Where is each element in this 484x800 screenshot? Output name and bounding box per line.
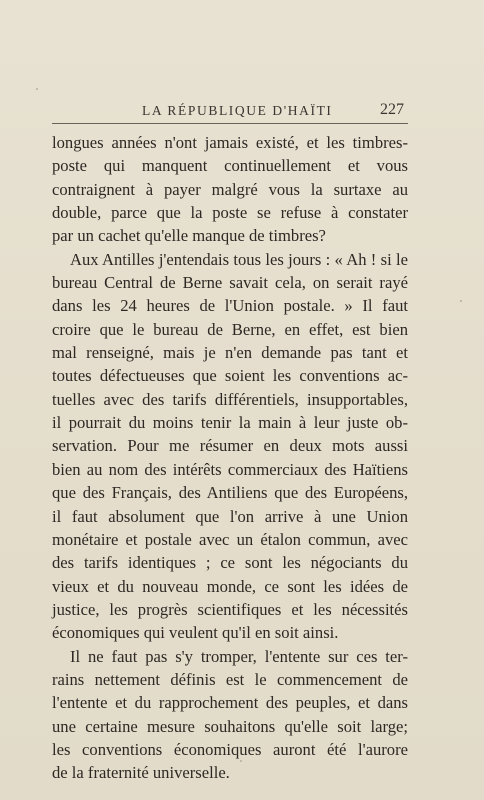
text-line: mal renseigné, mais je n'en demande pas tant et: [52, 343, 408, 363]
paper-speck: [36, 88, 38, 90]
text-line: longues années n'ont jamais existé, et les timbres-: [52, 133, 408, 152]
text-line: dans les 24 heures de l'Union postale. » Il faut: [52, 296, 408, 316]
text-line: rains nettement définis est le commencement de: [52, 669, 408, 689]
text-line: que des Français, des Antiliens que des Européens,: [52, 483, 408, 503]
paper-speck: [240, 760, 242, 762]
body-text: [52, 131, 408, 785]
text-line: des tarifs identiques ; ce sont les négociants du: [52, 553, 408, 573]
running-head: LA RÉPUBLIQUE D'HAÏTI: [142, 103, 333, 118]
text-line: économiques qui veulent qu'il en soit ainsi.: [52, 623, 339, 643]
header-rule: [52, 123, 408, 124]
text-line: l'entente et du rapprochement des peuples, et dans: [52, 693, 408, 713]
text-line: double, parce que la poste se refuse à constater: [52, 203, 408, 223]
text-line: vieux et du nouveau monde, ce sont les idées de: [52, 576, 408, 596]
text-line: justice, les progrès scientifiques et les nécessités: [52, 599, 408, 619]
text-line: monétaire et postale avec un étalon commun, avec: [52, 529, 408, 549]
text-line: tuelles avec des tarifs différentiels, insupportables,: [52, 389, 408, 409]
text-line: de la fraternité universelle.: [52, 763, 230, 783]
paragraph-start-line: Aux Antilles j'entendais tous les jours : « Ah ! si le: [70, 249, 408, 269]
text-line: poste qui manquent continuellement et vous: [52, 156, 408, 176]
text-line: bien au nom des intérêts commerciaux des Haïtiens: [52, 459, 408, 479]
text-line: servation. Pour me résumer en deux mots aussi: [52, 436, 408, 456]
text-line: bureau Central de Berne savait cela, on serait rayé: [52, 273, 408, 293]
text-line: il faut absolument que l'on arrive à une Union: [52, 506, 408, 526]
paper-speck: [460, 300, 462, 302]
text-line: croire que le bureau de Berne, en effet, est bien: [52, 319, 408, 339]
text-line: toutes défectueuses que soient les conventions ac-: [52, 366, 408, 386]
text-line: il pourrait du moins tenir la main à leur juste ob-: [52, 413, 408, 433]
paragraph-start-line: Il ne faut pas s'y tromper, l'entente sur ces ter-: [70, 646, 408, 666]
text-line: contraignent à payer malgré vous la surtaxe au: [52, 179, 408, 199]
page-header: [142, 100, 404, 124]
text-line: les conventions économiques auront été l'aurore: [52, 739, 408, 759]
text-line: une certaine mesure souhaitons qu'elle soit large;: [52, 716, 408, 736]
text-line: par un cachet qu'elle manque de timbres?: [52, 226, 326, 246]
page-number: 227: [380, 101, 404, 118]
